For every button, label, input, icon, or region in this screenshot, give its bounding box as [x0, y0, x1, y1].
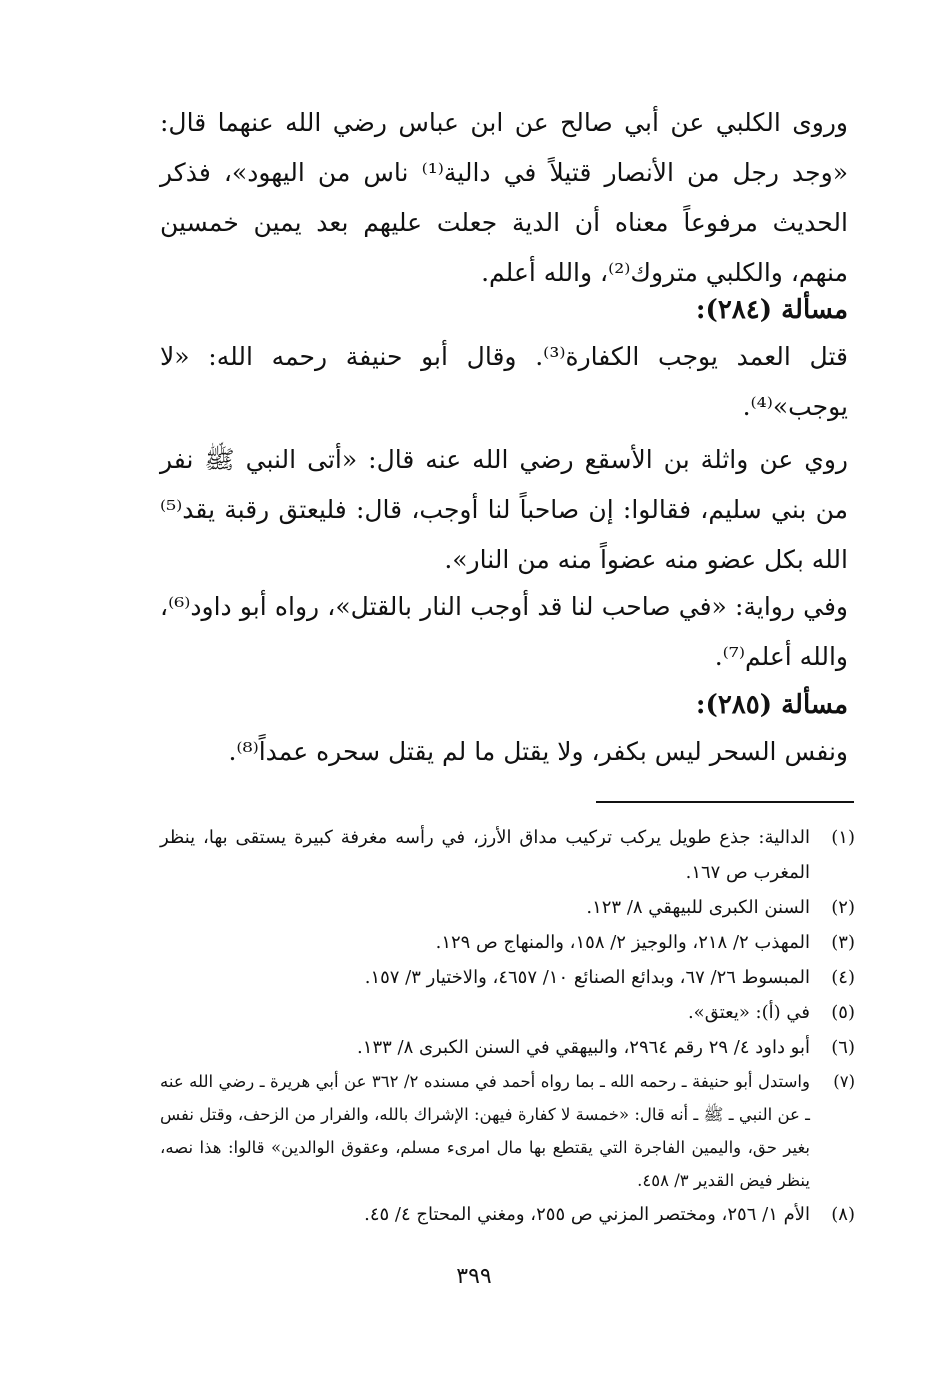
footnote-2 [160, 890, 855, 925]
paragraph-wathila-narration: روي عن واثلة بن الأسقع رضي الله عنه قال: «أتى النبي ﷺ نفر من بني سليم، فقالوا: إن صاحباً لنا أوجب، قال: فليعتق رقبة يقد⁽⁵⁾ الله بكل عضو منه عضواً منه من النار». [160, 445, 848, 574]
footnote-text: الأم ١/ ٢٥٦، ومختصر المزني ص ٢٥٥، ومغني المحتاج ٤/ ٤٥. [364, 1204, 810, 1225]
page-number: ٣٩٩ [456, 1264, 492, 1289]
footnote-8 [160, 1197, 855, 1232]
footnote-5 [160, 995, 855, 1030]
footnote-separator-rule [596, 801, 854, 803]
footnote-number: (١) [831, 827, 855, 848]
footnote-7 [160, 1065, 855, 1197]
footnote-text: في (أ): «يعتق». [687, 1002, 810, 1023]
footnote-number: (٣) [831, 932, 855, 953]
footnote-number: (٧) [833, 1072, 855, 1091]
footnote-text: المهذب ٢/ ٢١٨، والوجيز ٢/ ١٥٨، والمنهاج ص ١٢٩. [435, 932, 810, 953]
paragraph-abu-dawud-narration: وفي رواية: «في صاحب لنا قد أوجب النار بالقتل»، رواه أبو داود⁽⁶⁾، والله أعلم⁽⁷⁾. [160, 592, 848, 671]
paragraph-magic-ruling: ونفس السحر ليس بكفر، ولا يقتل ما لم يقتل سحره عمداً⁽⁸⁾. [228, 737, 848, 766]
footnote-3 [160, 925, 855, 960]
footnote-number: (٦) [831, 1037, 855, 1058]
footnote-text: أبو داود ٤/ ٢٩ رقم ٢٩٦٤، والبيهقي في السنن الكبرى ٨/ ١٣٣. [357, 1037, 810, 1058]
heading-issue-284: مسألة (٢٨٤): [695, 295, 848, 325]
footnotes-list [160, 820, 855, 1232]
footnote-text: المبسوط ٢٦/ ٦٧، وبدائع الصنائع ١٠/ ٤٦٥٧، والاختيار ٣/ ١٥٧. [364, 967, 810, 988]
footnote-number: (٥) [831, 1002, 855, 1023]
paragraph-intentional-killing-expiation: قتل العمد يوجب الكفارة⁽³⁾. وقال أبو حنيفة رحمه الله: «لا يوجب»⁽⁴⁾. [160, 342, 848, 421]
footnote-text: الدالية: جذع طويل يركب تركيب مداق الأرز، في رأسه مغرفة كبيرة يستقى بها، ينظر المغرب ص ١٦٧. [160, 827, 810, 883]
footnote-1 [160, 820, 855, 890]
heading-issue-285: مسألة (٢٨٥): [695, 690, 848, 720]
footnote-text: السنن الكبرى للبيهقي ٨/ ١٢٣. [586, 897, 810, 918]
footnote-number: (٤) [831, 967, 855, 988]
footnote-text: واستدل أبو حنيفة ـ رحمه الله ـ بما رواه أحمد في مسنده ٢/ ٣٦٢ عن أبي هريرة ـ رضي الله عنه ـ عن النبي ـ ﷺ ـ أنه قال: «خمسة لا كفارة فيهن: الإشراك بالله، والفرار من الزحف، وقتل نفس بغير حق، واليمين الفاجرة التي يقتطع بها مال امرىء مسلم، وعقوق الوالدين» قالوا: هذا نصه، ينظر فيض القدير ٣/ ٤٥٨. [160, 1072, 810, 1190]
footnote-number: (٨) [831, 1204, 855, 1225]
footnote-number: (٢) [831, 897, 855, 918]
footnote-6 [160, 1030, 855, 1065]
paragraph-kalbi-narration: وروى الكلبي عن أبي صالح عن ابن عباس رضي الله عنهما قال: «وجد رجل من الأنصار قتيلاً في دالية⁽¹⁾ ناس من اليهود»، فذكر الحديث مرفوعاً معناه أن الدية جعلت عليهم بعد يمين خمسين منهم، والكلبي متروك⁽²⁾، والله أعلم. [160, 108, 848, 287]
footnote-4 [160, 960, 855, 995]
